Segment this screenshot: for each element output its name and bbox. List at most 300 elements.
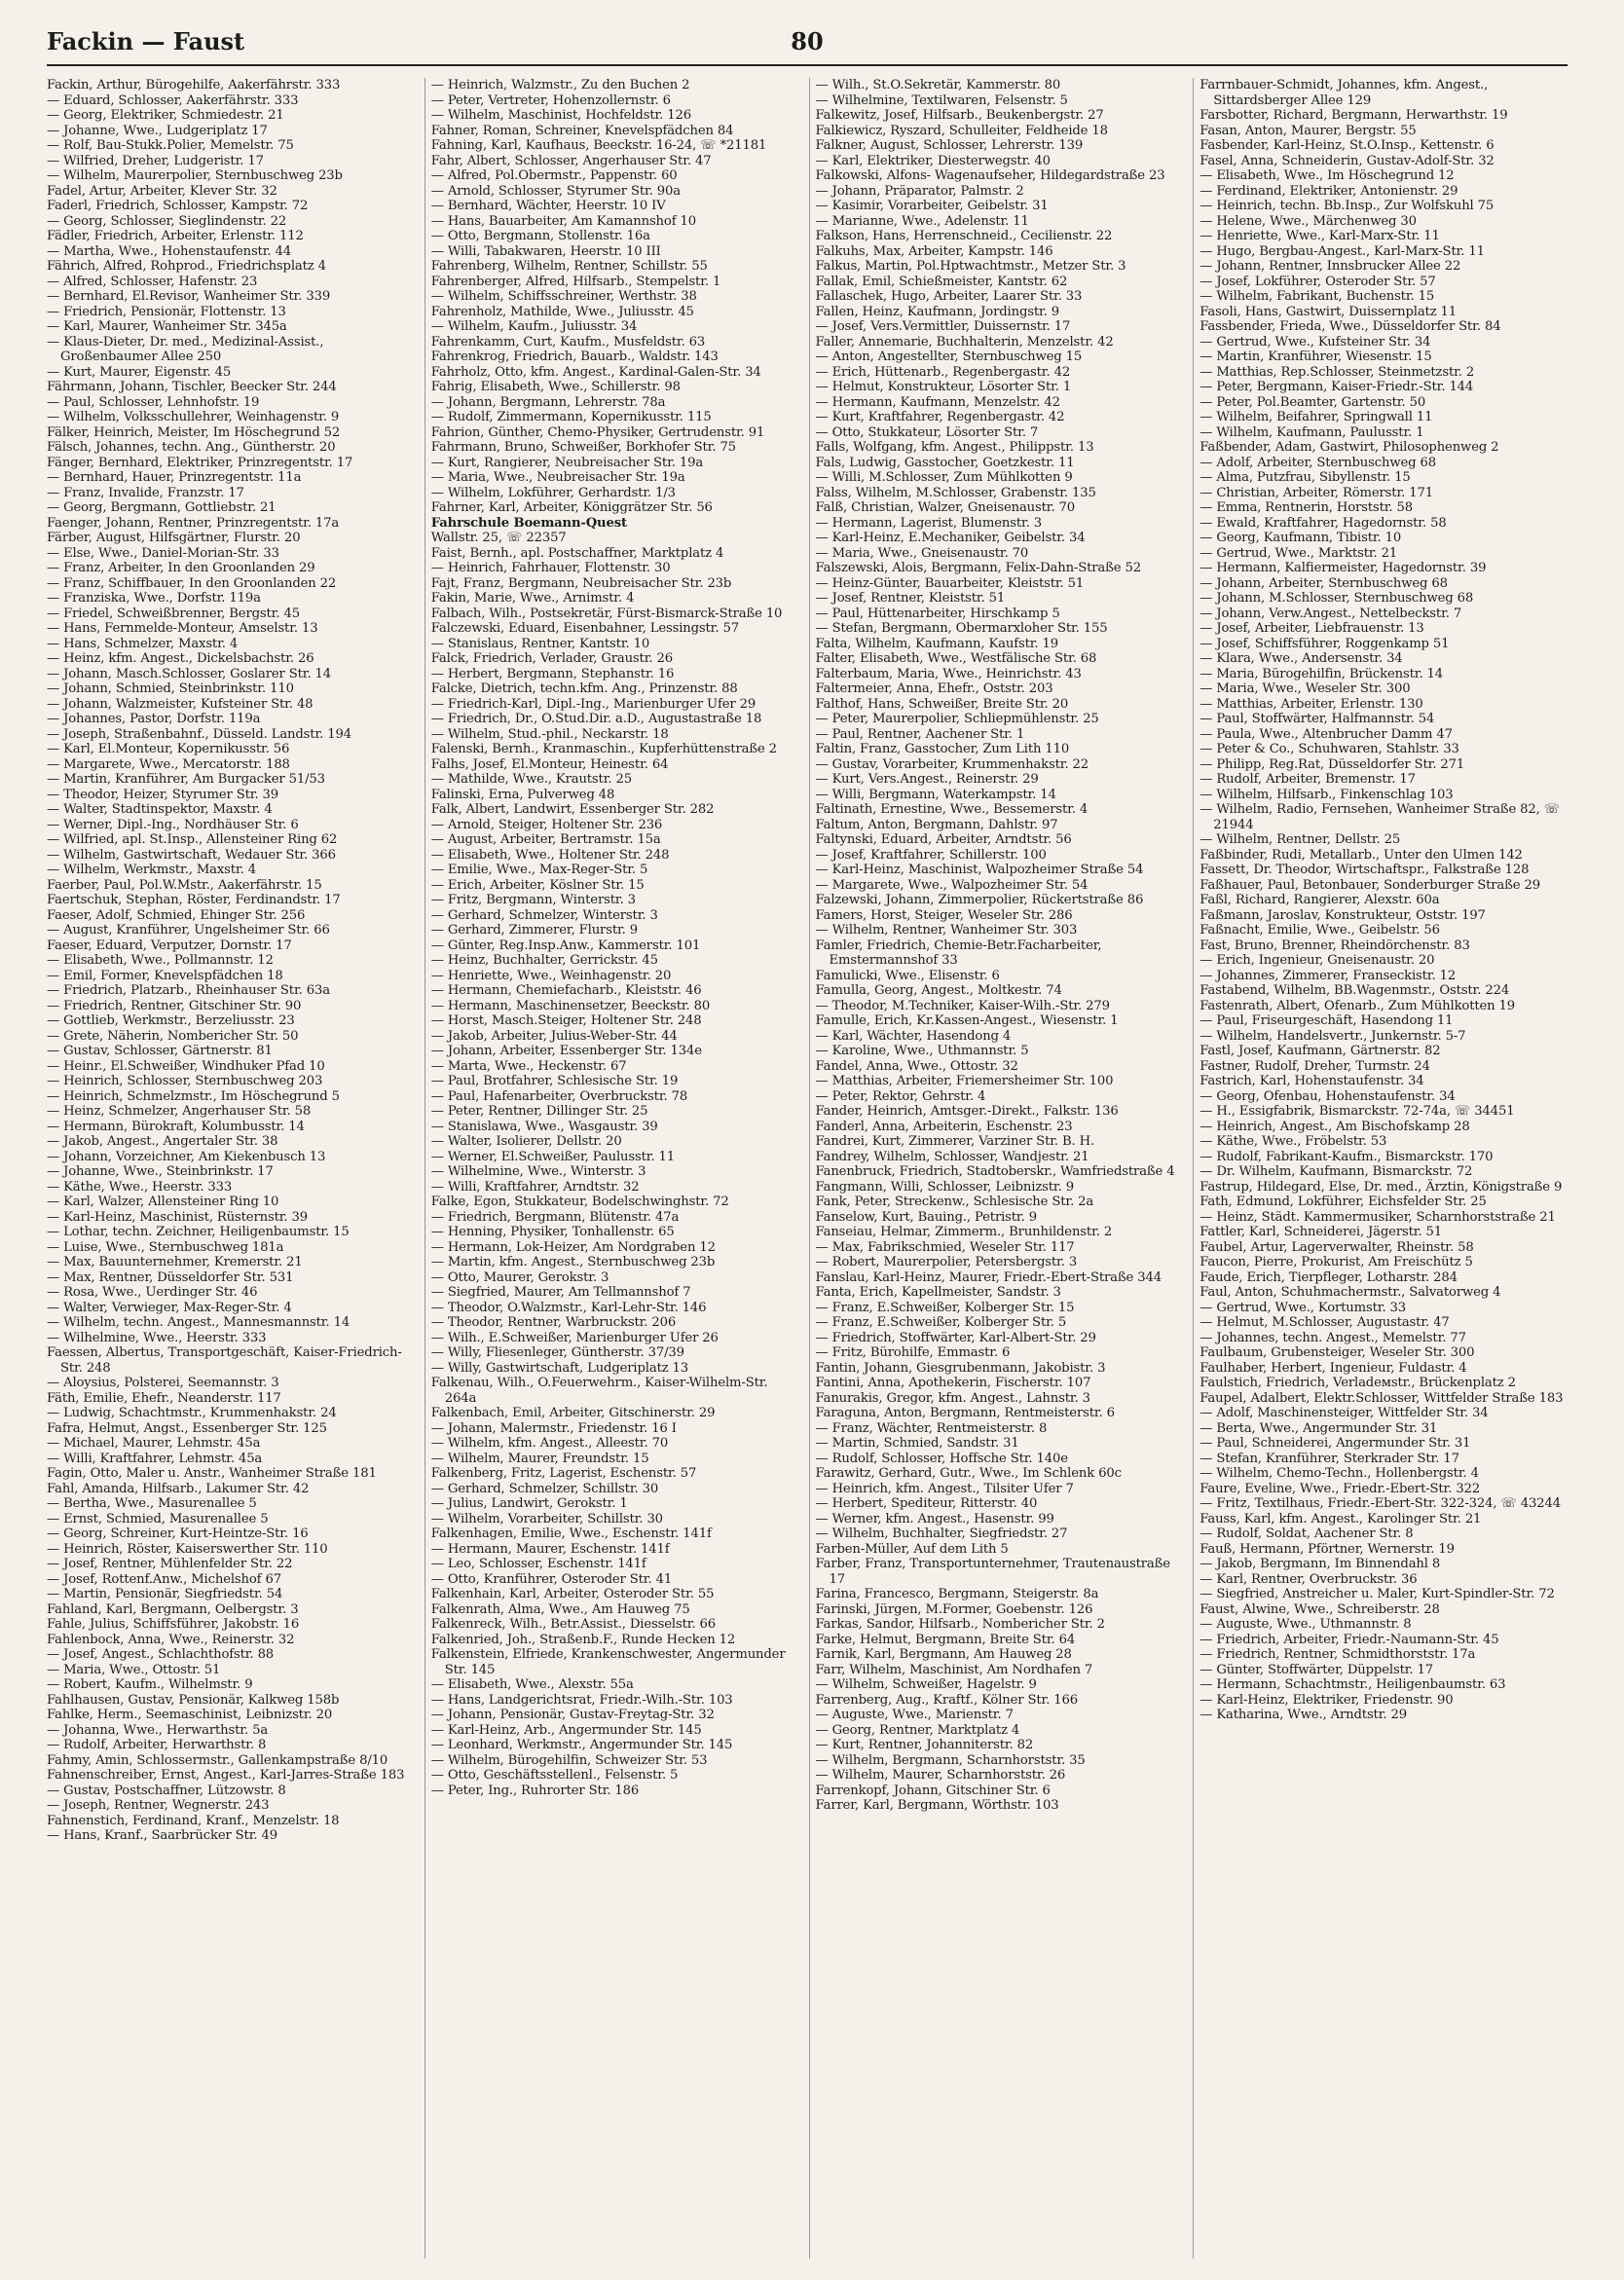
directory-entry: Fahr, Albert, Schlosser, Angerhauser Str. 47	[430, 153, 712, 168]
directory-entry: Fahrholz, Otto, kfm. Angest., Kardinal-Galen-Str. 34	[430, 364, 761, 380]
directory-entry: Faessen, Albertus, Transportgeschäft, Kaiser-Friedrich-Str. 248	[47, 1345, 402, 1376]
directory-entry: Fath, Edmund, Lokführer, Eichsfelder Str. 25	[1200, 1195, 1487, 1209]
directory-entry: — Hans, Schmelzer, Maxstr. 4	[47, 636, 239, 651]
directory-entry: — Peter, Vertreter, Hohenzollernstr. 6	[430, 92, 671, 108]
directory-entry: — Peter, Rentner, Dillinger Str. 25	[430, 1104, 648, 1119]
directory-entry: — Hans, Bauarbeiter, Am Kamannshof 10	[430, 213, 696, 229]
directory-entry: — Karl, Elektriker, Diesterwegstr. 40	[815, 153, 1051, 168]
directory-entry: — Hermann, Lagerist, Blumenstr. 3	[815, 515, 1043, 531]
directory-entry: — Friedrich-Karl, Dipl.-Ing., Marienburger Ufer 29	[430, 696, 757, 712]
directory-entry: — Karoline, Wwe., Uthmannstr. 5	[815, 1044, 1029, 1058]
directory-entry: — Wilhelmine, Textilwaren, Felsenstr. 5	[815, 92, 1068, 108]
directory-entry: — Georg, Ofenbau, Hohenstaufenstr. 34	[1200, 1088, 1456, 1104]
directory-entry: — Willi, Bergmann, Waterkampstr. 14	[815, 787, 1056, 802]
directory-entry: — Wilhelmine, Wwe., Heerstr. 333	[47, 1330, 267, 1345]
directory-entry: Faucon, Pierre, Prokurist, Am Freischütz 5	[1200, 1255, 1473, 1269]
directory-entry: — Heinrich, Fahrhauer, Flottenstr. 30	[430, 561, 671, 575]
directory-entry: — Johann, Arbeiter, Sternbuschweg 68	[1200, 575, 1448, 591]
directory-entry: — Bernhard, El.Revisor, Wanheimer Str. 339	[47, 289, 331, 304]
directory-entry: — Bernhard, Hauer, Prinzregentstr. 11a	[47, 470, 302, 485]
directory-entry: — Peter, Maurerpolier, Schliepmühlenstr. 25	[815, 712, 1099, 726]
directory-entry: — Kurt, Rentner, Johanniterstr. 82	[815, 1738, 1034, 1752]
directory-entry: Falczewski, Eduard, Eisenbahner, Lessingstr. 57	[430, 621, 739, 636]
directory-entry: — Franz, E.Schweißer, Kolberger Str. 5	[815, 1315, 1067, 1330]
directory-entry: Fassbender, Frieda, Wwe., Düsseldorfer Str. 84	[1200, 319, 1501, 334]
directory-entry: Falß, Christian, Walzer, Gneisenaustr. 70	[815, 500, 1076, 515]
directory-entry: Farrenkopf, Johann, Gitschiner Str. 6	[815, 1783, 1051, 1798]
directory-entry: — Henning, Physiker, Tonhallenstr. 65	[430, 1225, 675, 1239]
directory-entry: Fastenrath, Albert, Ofenarb., Zum Mühlkotten 19	[1200, 998, 1516, 1013]
directory-entry: Fälsch, Johannes, techn. Ang., Güntherstr. 20	[47, 440, 336, 455]
directory-entry: Fälker, Heinrich, Meister, Im Höschegrund 52	[47, 424, 341, 440]
directory-entry: — Gerhard, Zimmerer, Flurstr. 9	[430, 923, 639, 938]
directory-entry: Fattler, Karl, Schneiderei, Jägerstr. 51	[1200, 1225, 1443, 1239]
directory-entry: — Karl-Heinz, Arb., Angermunder Str. 145	[430, 1722, 702, 1738]
directory-entry: — Wilhelm, Maurerpolier, Sternbuschweg 23b	[47, 168, 343, 183]
directory-entry: Fahnenschreiber, Ernst, Angest., Karl-Jarres-Straße 183	[47, 1768, 405, 1783]
directory-entry: — Hermann, Kalfiermeister, Hagedornstr. 39	[1200, 561, 1487, 575]
directory-entry: — Wilh., E.Schweißer, Marienburger Ufer 26	[430, 1330, 719, 1345]
directory-entry: — Heinrich, Angest., Am Bischofskamp 28	[1200, 1119, 1470, 1134]
directory-entry: — Luise, Wwe., Sternbuschweg 181a	[47, 1239, 284, 1255]
directory-column-1	[47, 78, 415, 2259]
directory-entry: Fahrenkamm, Curt, Kaufm., Musfeldstr. 63	[430, 334, 706, 349]
directory-entry: — Leonhard, Werkmstr., Angermunder Str. 145	[430, 1738, 733, 1752]
directory-entry: Falzewski, Johann, Zimmerpolier, Rückertstraße 86	[815, 893, 1144, 907]
directory-entry: — Paula, Wwe., Altenbrucher Damm 47	[1200, 726, 1453, 742]
directory-entry: — Hans, Kranf., Saarbrücker Str. 49	[47, 1828, 277, 1843]
directory-entry: — Martin, Kranführer, Wiesenstr. 15	[1200, 349, 1432, 364]
directory-entry: Farnik, Karl, Bergmann, Am Hauweg 28	[815, 1647, 1072, 1662]
directory-entry: — Elisabeth, Wwe., Pollmannstr. 12	[47, 953, 274, 968]
directory-entry: Falterbaum, Maria, Wwe., Heinrichstr. 43	[815, 666, 1082, 681]
directory-entry: Faßbinder, Rudi, Metallarb., Unter den Ulmen 142	[1200, 847, 1523, 863]
directory-entry: Fahrenkrog, Friedrich, Bauarb., Waldstr. 143	[430, 349, 719, 364]
directory-entry: Falkenstein, Elfriede, Krankenschwester, Angermunder Str. 145	[430, 1647, 786, 1677]
directory-entry: — Johannes, Zimmerer, Franseckistr. 12	[1200, 968, 1457, 983]
directory-entry: — Wilhelm, Volksschullehrer, Weinhagenstr. 9	[47, 410, 340, 424]
directory-entry: — Ernst, Schmied, Masurenallee 5	[47, 1511, 269, 1526]
directory-entry: Fädler, Friedrich, Arbeiter, Erlenstr. 112	[47, 229, 304, 243]
directory-entry: — Karl-Heinz, Elektriker, Friedenstr. 90	[1200, 1692, 1454, 1708]
directory-entry: Famulle, Erich, Kr.Kassen-Angest., Wiesenstr. 1	[815, 1013, 1119, 1028]
directory-entry: — Johann, Bergmann, Lehrerstr. 78a	[430, 394, 666, 410]
directory-entry: — Friedrich, Rentner, Schmidthorststr. 17a	[1200, 1647, 1476, 1662]
directory-entry: Falkenried, Joh., Straßenb.F., Runde Hecken 12	[430, 1632, 736, 1647]
directory-entry: — Katharina, Wwe., Arndtstr. 29	[1200, 1708, 1407, 1722]
directory-entry: Fastrup, Hildegard, Else, Dr. med., Ärztin, Königstraße 9	[1200, 1179, 1563, 1195]
directory-entry: — Georg, Kaufmann, Tibistr. 10	[1200, 531, 1402, 545]
directory-entry: — Fritz, Bergmann, Winterstr. 3	[430, 893, 636, 907]
directory-entry: Fanseiau, Helmar, Zimmerm., Brunhildenstr. 2	[815, 1225, 1113, 1239]
directory-entry: Farrer, Karl, Bergmann, Wörthstr. 103	[815, 1798, 1059, 1813]
directory-entry: Fajt, Franz, Bergmann, Neubreisacher Str. 23b	[430, 575, 732, 591]
directory-entry: — Wilhelm, Maurer, Scharnhorststr. 26	[815, 1768, 1066, 1783]
directory-entry: — Friedel, Schweißbrenner, Bergstr. 45	[47, 606, 300, 621]
directory-entry: Fanenbruck, Friedrich, Stadtoberskr., Wamfriedstraße 4	[815, 1164, 1175, 1179]
directory-entry: — Kurt, Vers.Angest., Reinerstr. 29	[815, 772, 1039, 787]
directory-entry: — Paul, Hüttenarbeiter, Hirschkamp 5	[815, 606, 1060, 621]
directory-entry: Faraguna, Anton, Bergmann, Rentmeisterstr. 6	[815, 1406, 1115, 1420]
directory-entry: — Robert, Maurerpolier, Petersbergstr. 3	[815, 1255, 1078, 1269]
directory-entry: — Rudolf, Arbeiter, Bremenstr. 17	[1200, 772, 1416, 787]
directory-entry: — Anton, Angestellter, Sternbuschweg 15	[815, 349, 1083, 364]
directory-entry: — Elisabeth, Wwe., Holtener Str. 248	[430, 847, 670, 863]
directory-entry: — Auguste, Wwe., Uthmannstr. 8	[1200, 1617, 1412, 1632]
directory-entry: Faßmann, Jaroslav, Konstrukteur, Oststr. 197	[1200, 907, 1486, 923]
directory-entry: Faeser, Eduard, Verputzer, Dornstr. 17	[47, 938, 292, 953]
directory-entry: Faist, Bernh., apl. Postschaffner, Marktplatz 4	[430, 545, 724, 561]
directory-entry: — Paul, Rentner, Aachener Str. 1	[815, 726, 1025, 742]
directory-entry: Faltin, Franz, Gasstocher, Zum Lith 110	[815, 742, 1070, 756]
directory-entry: — Heinrich, Röster, Kaiserswerther Str. 110	[47, 1541, 328, 1557]
directory-entry: — Paul, Stoffwärter, Halfmannstr. 54	[1200, 712, 1435, 726]
directory-entry: — Stefan, Kranführer, Sterkrader Str. 17	[1200, 1451, 1459, 1466]
directory-entry: — Martin, Kranführer, Am Burgacker 51/53	[47, 772, 325, 787]
directory-entry: Faertschuk, Stephan, Röster, Ferdinandstr. 17	[47, 893, 341, 907]
directory-entry: Falbach, Wilh., Postsekretär, Fürst-Bismarck-Straße 10	[430, 606, 783, 621]
directory-entry: — Gustav, Vorarbeiter, Krummenhakstr. 22	[815, 756, 1089, 772]
directory-entry: — Georg, Bergmann, Gottliebstr. 21	[47, 500, 277, 515]
directory-entry: — Wilhelm, Hilfsarb., Finkenschlag 103	[1200, 787, 1454, 802]
directory-entry: Faenger, Johann, Rentner, Prinzregentstr. 17a	[47, 515, 340, 531]
directory-entry: — Johann, Schmied, Steinbrinkstr. 110	[47, 681, 294, 696]
directory-entry: — Mathilde, Wwe., Krautstr. 25	[430, 772, 632, 787]
page-number: 80	[791, 27, 824, 55]
directory-entry: Falkewitz, Josef, Hilfsarb., Beukenbergstr. 27	[815, 108, 1104, 123]
directory-entry: Fals, Ludwig, Gasstocher, Goetzkestr. 11	[815, 455, 1075, 470]
directory-entry: — Friedrich, Dr., O.Stud.Dir. a.D., Augustastraße 18	[430, 712, 762, 726]
directory-entry: — Otto, Bergmann, Stollenstr. 16a	[430, 229, 650, 243]
directory-entry: Fauß, Hermann, Pförtner, Wernerstr. 19	[1200, 1541, 1455, 1557]
directory-entry: — Josef, Arbeiter, Liebfrauenstr. 13	[1200, 621, 1424, 636]
directory-entry: — Erich, Arbeiter, Köslner Str. 15	[430, 877, 645, 893]
directory-entry: Faßl, Richard, Rangierer, Alexstr. 60a	[1200, 893, 1440, 907]
directory-entry: Fastabend, Wilhelm, BB.Wagenmstr., Oststr. 224	[1200, 983, 1510, 998]
directory-entry: — Hermann, Chemiefacharb., Kleiststr. 46	[430, 983, 702, 998]
directory-entry: Fastner, Rudolf, Dreher, Turmstr. 24	[1200, 1058, 1430, 1074]
directory-entry: Fahlhausen, Gustav, Pensionär, Kalkweg 158b	[47, 1692, 340, 1708]
directory-entry: — Rudolf, Zimmermann, Kopernikusstr. 115	[430, 410, 712, 424]
directory-entry: — Rolf, Bau-Stukk.Polier, Memelstr. 75	[47, 138, 294, 153]
directory-entry: — Joseph, Straßenbahnf., Düsseld. Landstr. 194	[47, 726, 351, 742]
directory-entry: Fallaschek, Hugo, Arbeiter, Laarer Str. 33	[815, 289, 1083, 304]
directory-entry: Fassett, Dr. Theodor, Wirtschaftspr., Falkstraße 128	[1200, 863, 1530, 877]
directory-entry: — Willi, M.Schlosser, Zum Mühlkotten 9	[815, 470, 1073, 485]
directory-entry: — Joseph, Rentner, Wegnerstr. 243	[47, 1798, 270, 1813]
directory-entry: Famulicki, Wwe., Elisenstr. 6	[815, 968, 1000, 983]
directory-entry: Fahrmann, Bruno, Schweißer, Borkhofer Str. 75	[430, 440, 736, 455]
directory-entry: — Werner, El.Schweißer, Paulusstr. 11	[430, 1149, 676, 1164]
directory-entry: — Friedrich, Bergmann, Blütenstr. 47a	[430, 1209, 680, 1225]
directory-entry: Fahning, Karl, Kaufhaus, Beeckstr. 16-24, ☏ *21181	[430, 138, 767, 153]
directory-entry: Faßbender, Adam, Gastwirt, Philosophenweg 2	[1200, 440, 1499, 455]
directory-entry: — Otto, Stukkateur, Lösorter Str. 7	[815, 424, 1039, 440]
directory-entry: Fafra, Helmut, Angst., Essenberger Str. 125	[47, 1420, 327, 1436]
directory-entry: — Hermann, Maurer, Eschenstr. 141f	[430, 1541, 670, 1557]
directory-entry: — Grete, Näherin, Nombericher Str. 50	[47, 1028, 299, 1044]
directory-entry: — Johannes, techn. Angest., Memelstr. 77	[1200, 1330, 1466, 1345]
directory-entry: — Julius, Landwirt, Gerokstr. 1	[430, 1496, 628, 1511]
directory-entry: Faltinath, Ernestine, Wwe., Bessemerstr. 4	[815, 802, 1089, 817]
directory-entry: — Johanna, Wwe., Herwarthstr. 5a	[47, 1722, 269, 1738]
directory-entry: — Josef, Rentner, Kleiststr. 51	[815, 591, 1006, 606]
directory-entry: — Willi, Kraftfahrer, Lehmstr. 45a	[47, 1451, 263, 1466]
directory-entry: — Hermann, Bürokraft, Kolumbusstr. 14	[47, 1119, 305, 1134]
directory-entry: — Erich, Ingenieur, Gneisenaustr. 20	[1200, 953, 1435, 968]
directory-entry: — Werner, Dipl.-Ing., Nordhäuser Str. 6	[47, 817, 299, 832]
directory-column-2	[424, 78, 799, 2259]
directory-entry: Faulhaber, Herbert, Ingenieur, Fuldastr. 4	[1200, 1360, 1467, 1376]
directory-entry: Falck, Friedrich, Verlader, Graustr. 26	[430, 651, 673, 666]
directory-entry: — Wilhelm, Schiffsschreiner, Werthstr. 38	[430, 289, 697, 304]
directory-entry: — August, Arbeiter, Bertramstr. 15a	[430, 832, 661, 847]
directory-entry: Fanslau, Karl-Heinz, Maurer, Friedr.-Ebert-Straße 344	[815, 1269, 1162, 1285]
directory-entry: — Wilhelm, Gastwirtschaft, Wedauer Str. 366	[47, 847, 336, 863]
directory-entry: — Wilhelm, Bürogehilfin, Schweizer Str. 53	[430, 1752, 708, 1768]
directory-entry: — Martin, kfm. Angest., Sternbuschweg 23b	[430, 1255, 716, 1269]
directory-entry: — Georg, Elektriker, Schmiedestr. 21	[47, 108, 284, 123]
directory-entry: — Ferdinand, Elektriker, Antonienstr. 29	[1200, 183, 1458, 199]
directory-entry: — Wilhelm, Schweißer, Hagelstr. 9	[815, 1677, 1037, 1692]
directory-entry: — Gertrud, Wwe., Marktstr. 21	[1200, 545, 1398, 561]
directory-entry: — Johann, Walzmeister, Kufsteiner Str. 48	[47, 696, 314, 712]
directory-entry: Fahrion, Günther, Chemo-Physiker, Gertrudenstr. 91	[430, 424, 765, 440]
directory-entry: Famulla, Georg, Angest., Moltkestr. 74	[815, 983, 1062, 998]
directory-entry: — Peter, Rektor, Gehrstr. 4	[815, 1088, 986, 1104]
directory-entry: — Bernhard, Wächter, Heerstr. 10 IV	[430, 199, 666, 213]
directory-entry: — Berta, Wwe., Angermunder Str. 31	[1200, 1420, 1438, 1436]
directory-entry: Fahle, Julius, Schiffsführer, Jakobstr. 16	[47, 1617, 300, 1632]
directory-entry: Falhs, Josef, El.Monteur, Heinestr. 64	[430, 756, 669, 772]
directory-entry: — Friedrich, Stoffwärter, Karl-Albert-Str. 29	[815, 1330, 1096, 1345]
directory-entry: — Gertrud, Wwe., Kufsteiner Str. 34	[1200, 334, 1431, 349]
directory-entry: Fahrner, Karl, Arbeiter, Königgrätzer Str. 56	[430, 500, 713, 515]
directory-entry: — Jakob, Bergmann, Im Binnendahl 8	[1200, 1557, 1441, 1571]
directory-entry: — Johann, Vorzeichner, Am Kiekenbusch 13	[47, 1149, 326, 1164]
directory-entry: Fasan, Anton, Maurer, Bergstr. 55	[1200, 123, 1417, 138]
directory-entry: Färber, August, Hilfsgärtner, Flurstr. 20	[47, 531, 301, 545]
directory-entry: Farkas, Sandor, Hilfsarb., Nombericher Str. 2	[815, 1617, 1105, 1632]
directory-entry: Faerber, Paul, Pol.W.Mstr., Aakerfährstr. 15	[47, 877, 322, 893]
directory-entry: — Heinz-Günter, Bauarbeiter, Kleiststr. 51	[815, 575, 1085, 591]
directory-entry: — Georg, Rentner, Marktplatz 4	[815, 1722, 1020, 1738]
directory-entry: — Stefan, Bergmann, Obermarxloher Str. 155	[815, 621, 1108, 636]
directory-entry: — Gertrud, Wwe., Kortumstr. 33	[1200, 1300, 1407, 1315]
directory-entry: Fährmann, Johann, Tischler, Beecker Str. 244	[47, 380, 337, 394]
directory-entry: Faude, Erich, Tierpfleger, Lotharstr. 284	[1200, 1269, 1458, 1285]
directory-entry: — Otto, Geschäftsstellenl., Felsenstr. 5	[430, 1768, 679, 1783]
directory-entry: Fauss, Karl, kfm. Angest., Karolinger Str. 21	[1200, 1511, 1482, 1526]
directory-entry: Fanselow, Kurt, Bauing., Petristr. 9	[815, 1209, 1037, 1225]
directory-entry: — Johann, M.Schlosser, Sternbuschweg 68	[1200, 591, 1474, 606]
directory-entry: — Heinrich, techn. Bb.Insp., Zur Wolfskuhl 75	[1200, 199, 1495, 213]
directory-entry: — Herbert, Bergmann, Stephanstr. 16	[430, 666, 675, 681]
directory-entry: Falk, Albert, Landwirt, Essenberger Str. 282	[430, 802, 715, 817]
directory-entry: — Marianne, Wwe., Adelenstr. 11	[815, 213, 1029, 229]
directory-entry: — Adolf, Maschinensteiger, Wittfelder Str. 34	[1200, 1406, 1489, 1420]
directory-entry: — Matthias, Arbeiter, Friemersheimer Str. 100	[815, 1074, 1114, 1088]
directory-entry: — Josef, Lokführer, Osteroder Str. 57	[1200, 274, 1436, 289]
directory-entry: Fasoli, Hans, Gastwirt, Duissernplatz 11	[1200, 304, 1458, 319]
directory-entry: — Hans, Landgerichtsrat, Friedr.-Wilh.-Str. 103	[430, 1692, 733, 1708]
directory-entry: — Jakob, Angest., Angertaler Str. 38	[47, 1134, 278, 1149]
directory-entry: Wallstr. 25, ☏ 22357	[430, 531, 567, 545]
directory-entry: Farsbotter, Richard, Bergmann, Herwarthstr. 19	[1200, 108, 1508, 123]
directory-entry: — Paul, Brotfahrer, Schlesische Str. 19	[430, 1074, 679, 1088]
directory-entry: Fakin, Marie, Wwe., Arnimstr. 4	[430, 591, 635, 606]
directory-entry: — Peter, Pol.Beamter, Gartenstr. 50	[1200, 394, 1426, 410]
directory-entry: — Max, Rentner, Düsseldorfer Str. 531	[47, 1269, 294, 1285]
directory-entry: — Johann, Verw.Angest., Nettelbeckstr. 7	[1200, 606, 1462, 621]
directory-entry: — Friedrich, Rentner, Gitschiner Str. 90	[47, 998, 302, 1013]
directory-entry: — Willy, Gastwirtschaft, Ludgeriplatz 13	[430, 1360, 689, 1376]
directory-entry: — Stanislaus, Rentner, Kantstr. 10	[430, 636, 650, 651]
directory-entry: — Kasimir, Vorarbeiter, Geibelstr. 31	[815, 199, 1049, 213]
directory-entry: — Wilhelm, Stud.-phil., Neckarstr. 18	[430, 726, 669, 742]
directory-entry: Fackin, Arthur, Bürogehilfe, Aakerfährstr. 333	[47, 78, 341, 92]
directory-entry: Falenski, Bernh., Kranmaschin., Kupferhüttenstraße 2	[430, 742, 777, 756]
directory-entry: — Kurt, Maurer, Eigenstr. 45	[47, 364, 232, 380]
directory-entry: — Theodor, M.Techniker, Kaiser-Wilh.-Str. 279	[815, 998, 1110, 1013]
directory-entry: — Johann, Masch.Schlosser, Goslarer Str. 14	[47, 666, 332, 681]
directory-entry: — Walter, Stadtinspektor, Maxstr. 4	[47, 802, 273, 817]
directory-column-4	[1193, 78, 1568, 2259]
directory-entry: Falszewski, Alois, Bergmann, Felix-Dahn-Straße 52	[815, 561, 1141, 575]
directory-entry: — H., Essigfabrik, Bismarckstr. 72-74a, ☏ 34451	[1200, 1104, 1515, 1119]
directory-entry: — Margarete, Wwe., Walpozheimer Str. 54	[815, 877, 1089, 893]
directory-entry: Farke, Helmut, Bergmann, Breite Str. 64	[815, 1632, 1076, 1647]
directory-entry: — Wilhelm, Handelsvertr., Junkernstr. 5-7	[1200, 1028, 1466, 1044]
directory-entry: — Friedrich, Arbeiter, Friedr.-Naumann-Str. 45	[1200, 1632, 1499, 1647]
directory-entry: Farrenberg, Aug., Kraftf., Kölner Str. 166	[815, 1692, 1079, 1708]
directory-entry: — Josef, Rentner, Mühlenfelder Str. 22	[47, 1557, 293, 1571]
directory-entry: — Franziska, Wwe., Dorfstr. 119a	[47, 591, 261, 606]
directory-entry: — Alfred, Pol.Obermstr., Pappenstr. 60	[430, 168, 678, 183]
page-header	[47, 25, 1568, 66]
directory-entry: — Maria, Wwe., Ottostr. 51	[47, 1662, 221, 1677]
directory-entry: Falkson, Hans, Herrenschneid., Cecilienstr. 22	[815, 229, 1113, 243]
directory-entry: Fahrenholz, Mathilde, Wwe., Juliusstr. 45	[430, 304, 694, 319]
directory-entry: — Marta, Wwe., Heckenstr. 67	[430, 1058, 627, 1074]
directory-entry: — Günter, Stoffwärter, Düppelstr. 17	[1200, 1662, 1433, 1677]
directory-entry: — Josef, Kraftfahrer, Schillerstr. 100	[815, 847, 1047, 863]
directory-entry: Fangmann, Willi, Schlosser, Leibnizstr. 9	[815, 1179, 1074, 1195]
directory-entry: Farina, Francesco, Bergmann, Steigerstr. 8a	[815, 1587, 1099, 1601]
directory-entry: Falkner, August, Schlosser, Lehrerstr. 139	[815, 138, 1084, 153]
directory-entry: — Johann, Präparator, Palmstr. 2	[815, 183, 1024, 199]
directory-entry: — Helmut, Konstrukteur, Lösorter Str. 1	[815, 380, 1072, 394]
directory-entry: — Franz, E.Schweißer, Kolberger Str. 15	[815, 1300, 1075, 1315]
directory-entry: — Günter, Reg.Insp.Anw., Kammerstr. 101	[430, 938, 701, 953]
directory-entry: Farrnbauer-Schmidt, Johannes, kfm. Angest., Sittardsberger Allee 129	[1200, 78, 1489, 108]
directory-entry: — Kurt, Kraftfahrer, Regenbergastr. 42	[815, 410, 1065, 424]
directory-entry: Fanurakis, Gregor, kfm. Angest., Lahnstr. 3	[815, 1390, 1090, 1406]
directory-entry: — Johanne, Wwe., Ludgeriplatz 17	[47, 123, 268, 138]
directory-entry: — Heinrich, Walzmstr., Zu den Buchen 2	[430, 78, 690, 92]
directory-entry: Fahrenberg, Wilhelm, Rentner, Schillstr. 55	[430, 259, 708, 274]
directory-entry: Fander, Heinrich, Amtsger.-Direkt., Falkstr. 136	[815, 1104, 1119, 1119]
directory-entry: Faltum, Anton, Bergmann, Dahlstr. 97	[815, 817, 1058, 832]
directory-entry: — Paul, Schlosser, Lehnhofstr. 19	[47, 394, 260, 410]
directory-entry: Faulstich, Friedrich, Verladeмstr., Brückenplatz 2	[1200, 1376, 1516, 1390]
directory-entry: — Hermann, Schachtmstr., Heiligenbaumstr. 63	[1200, 1677, 1506, 1692]
directory-entry: — Peter & Co., Schuhwaren, Stahlstr. 33	[1200, 742, 1459, 756]
directory-entry: — Wilhelm, Chemo-Techn., Hollenbergstr. 4	[1200, 1466, 1479, 1481]
directory-entry: — Friedrich, Pensionär, Flottenstr. 13	[47, 304, 286, 319]
directory-entry: — Gerhard, Schmelzer, Winterstr. 3	[430, 907, 658, 923]
directory-entry: — Heinr., El.Schweißer, Windhuker Pfad 10	[47, 1058, 325, 1074]
directory-entry: — Martha, Wwe., Hohenstaufenstr. 44	[47, 243, 291, 259]
directory-entry: — Rosa, Wwe., Uerdinger Str. 46	[47, 1285, 258, 1300]
directory-entry: — Rudolf, Schlosser, Hoffsche Str. 140e	[815, 1451, 1068, 1466]
directory-entry: — Lothar, techn. Zeichner, Heiligenbaumstr. 15	[47, 1225, 350, 1239]
directory-entry: — Ewald, Kraftfahrer, Hagedornstr. 58	[1200, 515, 1447, 531]
directory-entry: — Stanislawa, Wwe., Wasgaustr. 39	[430, 1119, 658, 1134]
directory-entry: — Hermann, Kaufmann, Menzelstr. 42	[815, 394, 1060, 410]
directory-entry: Fanderl, Anna, Arbeiterin, Eschenstr. 23	[815, 1119, 1073, 1134]
directory-entry: — Heinz, Buchhalter, Gerrickstr. 45	[430, 953, 658, 968]
directory-entry: Faul, Anton, Schuhmachermstr., Salvatorweg 4	[1200, 1285, 1501, 1300]
directory-entry: Fasel, Anna, Schneiderin, Gustav-Adolf-Str. 32	[1200, 153, 1495, 168]
directory-entry: Falkus, Martin, Pol.Hptwachtmstr., Metzer Str. 3	[815, 259, 1126, 274]
directory-entry: — Gustav, Postschaffner, Lützowstr. 8	[47, 1783, 286, 1798]
directory-entry: — Wilhelmine, Wwe., Winterstr. 3	[430, 1164, 646, 1179]
directory-entry: — Franz, Schiffbauer, In den Groonlanden 22	[47, 575, 337, 591]
directory-entry: Fahmy, Amin, Schlossermstr., Gallenkampstraße 8/10	[47, 1752, 388, 1768]
directory-entry: Fährich, Alfred, Rohprod., Friedrichsplatz 4	[47, 259, 326, 274]
directory-entry: Fagin, Otto, Maler u. Anstr., Wanheimer Straße 181	[47, 1466, 377, 1481]
directory-entry: Falkenrath, Alma, Wwe., Am Hauweg 75	[430, 1601, 690, 1617]
directory-entry: — Hermann, Maschinensetzer, Beeckstr. 80	[430, 998, 711, 1013]
directory-entry: — Hugo, Bergbau-Angest., Karl-Marx-Str. 11	[1200, 243, 1485, 259]
directory-entry: — Franz, Invalide, Franzstr. 17	[47, 485, 244, 500]
directory-entry: — Wilhelm, Fabrikant, Buchenstr. 15	[1200, 289, 1435, 304]
directory-entry: — Karl, Maurer, Wanheimer Str. 345a	[47, 319, 287, 334]
directory-entry: — Rudolf, Arbeiter, Herwarthstr. 8	[47, 1738, 267, 1752]
directory-entry: Fahrschule Boemann-Quest	[430, 515, 627, 531]
directory-entry: — Josef, Vers.Vermittler, Duissernstr. 17	[815, 319, 1071, 334]
directory-entry: Fadel, Artur, Arbeiter, Klever Str. 32	[47, 183, 277, 199]
directory-entry: Fahlke, Herm., Seemaschinist, Leibnizstr. 20	[47, 1708, 333, 1722]
directory-entry: — Max, Bauunternehmer, Kremerstr. 21	[47, 1255, 303, 1269]
directory-entry: — Heinz, Städt. Kammermusiker, Scharnhorststraße 21	[1200, 1209, 1556, 1225]
directory-entry: — Siegfried, Maurer, Am Tellmannshof 7	[430, 1285, 691, 1300]
directory-entry: Falcke, Dietrich, techn.kfm. Ang., Prinzenstr. 88	[430, 681, 738, 696]
directory-entry: Fänger, Bernhard, Elektriker, Prinzregentstr. 17	[47, 455, 353, 470]
directory-entry: — Bertha, Wwe., Masurenallee 5	[47, 1496, 257, 1511]
directory-entry: — Martin, Schmied, Sandstr. 31	[815, 1436, 1019, 1451]
directory-entry: — Dr. Wilhelm, Kaufmann, Bismarckstr. 72	[1200, 1164, 1473, 1179]
directory-entry: — Wilhelm, Lokführer, Gerhardstr. 1/3	[430, 485, 676, 500]
directory-entry: Falta, Wilhelm, Kaufmann, Kaufstr. 19	[815, 636, 1058, 651]
directory-entry: — Walter, Verwieger, Max-Reger-Str. 4	[47, 1300, 292, 1315]
directory-entry: — Henriette, Wwe., Weinhagenstr. 20	[430, 968, 672, 983]
directory-entry: — Margarete, Wwe., Mercatorstr. 188	[47, 756, 290, 772]
directory-entry: — Heinz, Schmelzer, Angerhauser Str. 58	[47, 1104, 312, 1119]
directory-entry: Fandrey, Wilhelm, Schlosser, Wandjestr. 21	[815, 1149, 1089, 1164]
directory-entry: Faderl, Friedrich, Schlosser, Kampstr. 72	[47, 199, 309, 213]
directory-entry: — Willy, Fliesenleger, Güntherstr. 37/39	[430, 1345, 684, 1360]
directory-entry: Falter, Elisabeth, Wwe., Westfälische Str. 68	[815, 651, 1097, 666]
directory-entry: — Ludwig, Schachtmstr., Krummenhakstr. 24	[47, 1406, 337, 1420]
directory-entry: — Gerhard, Schmelzer, Schillstr. 30	[430, 1481, 659, 1496]
directory-entry: Falls, Wolfgang, kfm. Angest., Philippstr. 13	[815, 440, 1094, 455]
directory-entry: — Helmut, M.Schlosser, Augustastr. 47	[1200, 1315, 1450, 1330]
directory-entry: — Hermann, Lok-Heizer, Am Nordgraben 12	[430, 1239, 716, 1255]
directory-entry: Falkenbach, Emil, Arbeiter, Gitschinerstr. 29	[430, 1406, 716, 1420]
directory-entry: — Philipp, Reg.Rat, Düsseldorfer Str. 271	[1200, 756, 1465, 772]
